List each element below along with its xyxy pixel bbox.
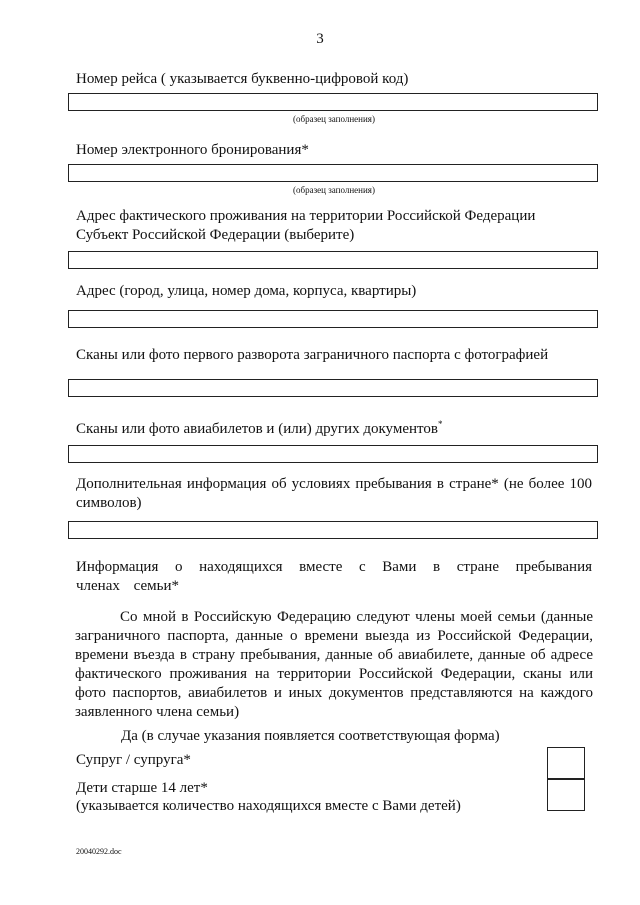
children-label: Дети старше 14 лет* xyxy=(76,780,208,796)
tickets-scan-label: Сканы или фото авиабилетов и (или) других документов* xyxy=(76,419,443,437)
flight-number-hint: (образец заполнения) xyxy=(293,114,375,124)
residence-label: Адрес фактического проживания на территории Российской Федерации xyxy=(76,208,536,224)
passport-scan-upload[interactable] xyxy=(68,379,598,397)
footer-filename: 20040292.doc xyxy=(76,847,122,856)
children-note: (указывается количество находящихся вместе с Вами детей) xyxy=(76,798,461,814)
additional-info-label: Дополнительная информация об условиях пребывания в стране* (не более 100 символов) xyxy=(76,476,592,511)
address-input[interactable] xyxy=(68,310,598,328)
booking-number-label: Номер электронного бронирования* xyxy=(76,142,309,158)
booking-number-input[interactable] xyxy=(68,164,598,182)
family-info-heading: Информация о находящихся вместе с Вами в стране пребывания членах семьи* xyxy=(76,559,592,594)
spouse-checkbox[interactable] xyxy=(547,747,585,779)
passport-scan-label: Сканы или фото первого разворота заграничного паспорта с фотографией xyxy=(76,347,549,363)
spouse-label: Супруг / супруга* xyxy=(76,752,191,768)
booking-number-hint: (образец заполнения) xyxy=(293,185,375,195)
family-paragraph: Со мной в Российскую Федерацию следуют члены моей семьи (данные заграничного паспорта, данные о времени выезда из Российской Федерации, времени въезда в страну пребывания, данные об авиабилете, данные об адресе фактического проживания на территории Российской Федерации, сканы или фото паспортов, авиабилетов и иных документов представляются на каждого заявленного члена семьи) xyxy=(75,609,593,720)
flight-number-input[interactable] xyxy=(68,93,598,111)
children-count-box[interactable] xyxy=(547,779,585,811)
page-number: 3 xyxy=(316,31,324,47)
tickets-scan-marker: * xyxy=(437,419,443,429)
region-label: Субъект Российской Федерации (выберите) xyxy=(76,227,355,243)
yes-note: Да (в случае указания появляется соответствующая форма) xyxy=(121,728,500,744)
flight-number-label: Номер рейса ( указывается буквенно-цифровой код) xyxy=(76,71,409,87)
tickets-scan-upload[interactable] xyxy=(68,445,598,463)
region-select[interactable] xyxy=(68,251,598,269)
additional-info-input[interactable] xyxy=(68,521,598,539)
address-label: Адрес (город, улица, номер дома, корпуса, квартиры) xyxy=(76,283,417,299)
